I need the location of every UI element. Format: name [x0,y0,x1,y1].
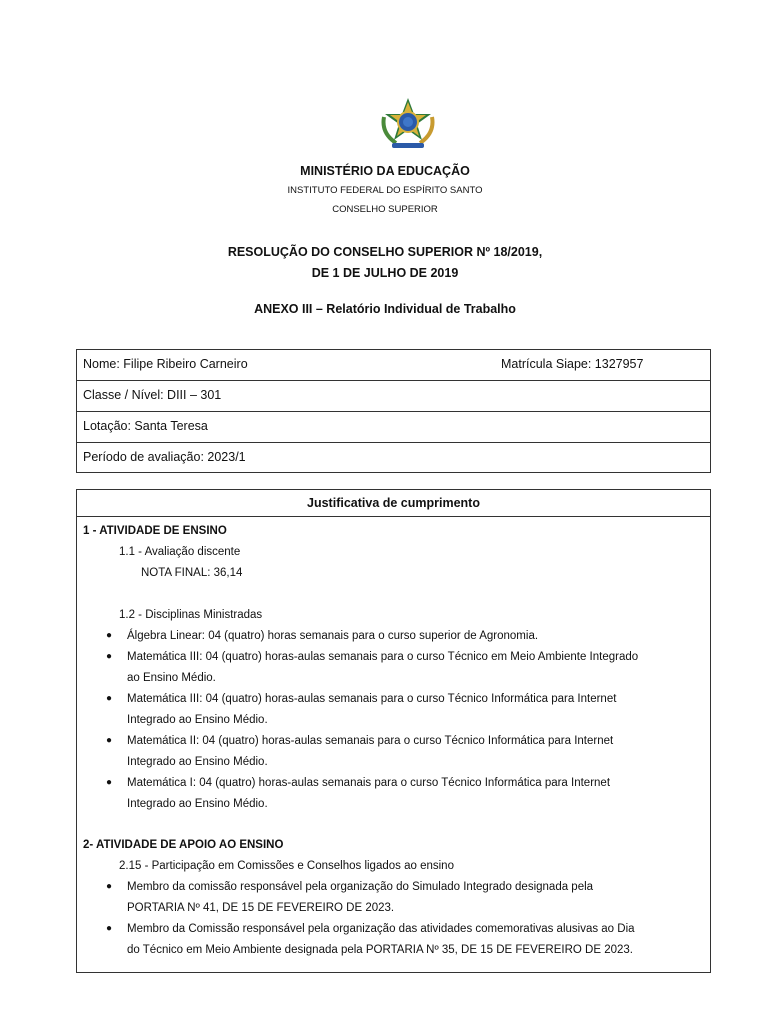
info-table [76,349,711,473]
list-item-continued: Integrado ao Ensino Médio. [127,714,268,726]
class-level-field: Classe / Nível: DIII – 301 [83,388,222,402]
list-item-continued: PORTARIA Nº 41, DE 15 DE FEVEREIRO DE 2023. [127,902,395,914]
info-row-name [77,350,710,381]
annex-title: ANEXO III – Relatório Individual de Trabalho [254,302,516,316]
location-field: Lotação: Santa Teresa [83,419,208,433]
title-divider [77,516,710,517]
ministry-title: MINISTÉRIO DA EDUCAÇÃO [300,164,470,178]
list-item: Álgebra Linear: 04 (quatro) horas semanais para o curso superior de Agronomia. [127,630,539,642]
section2-item: 2.15 - Participação em Comissões e Conselhos ligados ao ensino [119,860,454,872]
info-row-class [77,381,710,412]
justification-box [76,489,711,973]
bullet-icon: ● [106,881,113,892]
council-name: CONSELHO SUPERIOR [332,204,438,215]
info-row-period [77,443,710,474]
section1-item-disciplines: 1.2 - Disciplinas Ministradas [119,609,263,621]
list-item: Membro da Comissão responsável pela organização das atividades comemorativas alusivas ao Dia [127,923,635,935]
list-item-continued: Integrado ao Ensino Médio. [127,756,268,768]
section1-item-assessment: 1.1 - Avaliação discente [119,546,241,558]
period-field: Período de avaliação: 2023/1 [83,450,246,464]
final-grade: NOTA FINAL: 36,14 [141,567,243,579]
registration-field: Matrícula Siape: 1327957 [501,357,644,371]
list-item: Matemática II: 04 (quatro) horas-aulas semanais para o curso Técnico Informática para Internet [127,735,614,747]
section1-heading: 1 - ATIVIDADE DE ENSINO [83,525,227,537]
brazil-coat-of-arms-icon [378,97,438,151]
list-item-continued: Integrado ao Ensino Médio. [127,798,268,810]
bullet-icon: ● [106,651,113,662]
resolution-date: DE 1 DE JULHO DE 2019 [311,266,459,280]
list-item: Matemática III: 04 (quatro) horas-aulas semanais para o curso Técnico Informática para Internet [127,693,617,705]
info-row-location [77,412,710,443]
list-item-continued: do Técnico em Meio Ambiente designada pela PORTARIA Nº 35, DE 15 DE FEVEREIRO DE 2023. [127,944,633,956]
name-field: Nome: Filipe Ribeiro Carneiro [83,357,248,371]
resolution-title: RESOLUÇÃO DO CONSELHO SUPERIOR Nº 18/2019, [227,245,543,259]
bullet-icon: ● [106,630,113,641]
bullet-icon: ● [106,735,113,746]
bullet-icon: ● [106,923,113,934]
justification-title: Justificativa de cumprimento [307,496,480,510]
list-item: Matemática I: 04 (quatro) horas-aulas semanais para o curso Técnico Informática para Internet [127,777,611,789]
bullet-icon: ● [106,693,113,704]
institute-name: INSTITUTO FEDERAL DO ESPÍRITO SANTO [287,185,483,196]
list-item: Membro da comissão responsável pela organização do Simulado Integrado designada pela [127,881,594,893]
section2-heading: 2- ATIVIDADE DE APOIO AO ENSINO [83,839,284,851]
list-item-continued: ao Ensino Médio. [127,672,216,684]
bullet-icon: ● [106,777,113,788]
list-item: Matemática III: 04 (quatro) horas-aulas semanais para o curso Técnico em Meio Ambiente Integrado [127,651,639,663]
